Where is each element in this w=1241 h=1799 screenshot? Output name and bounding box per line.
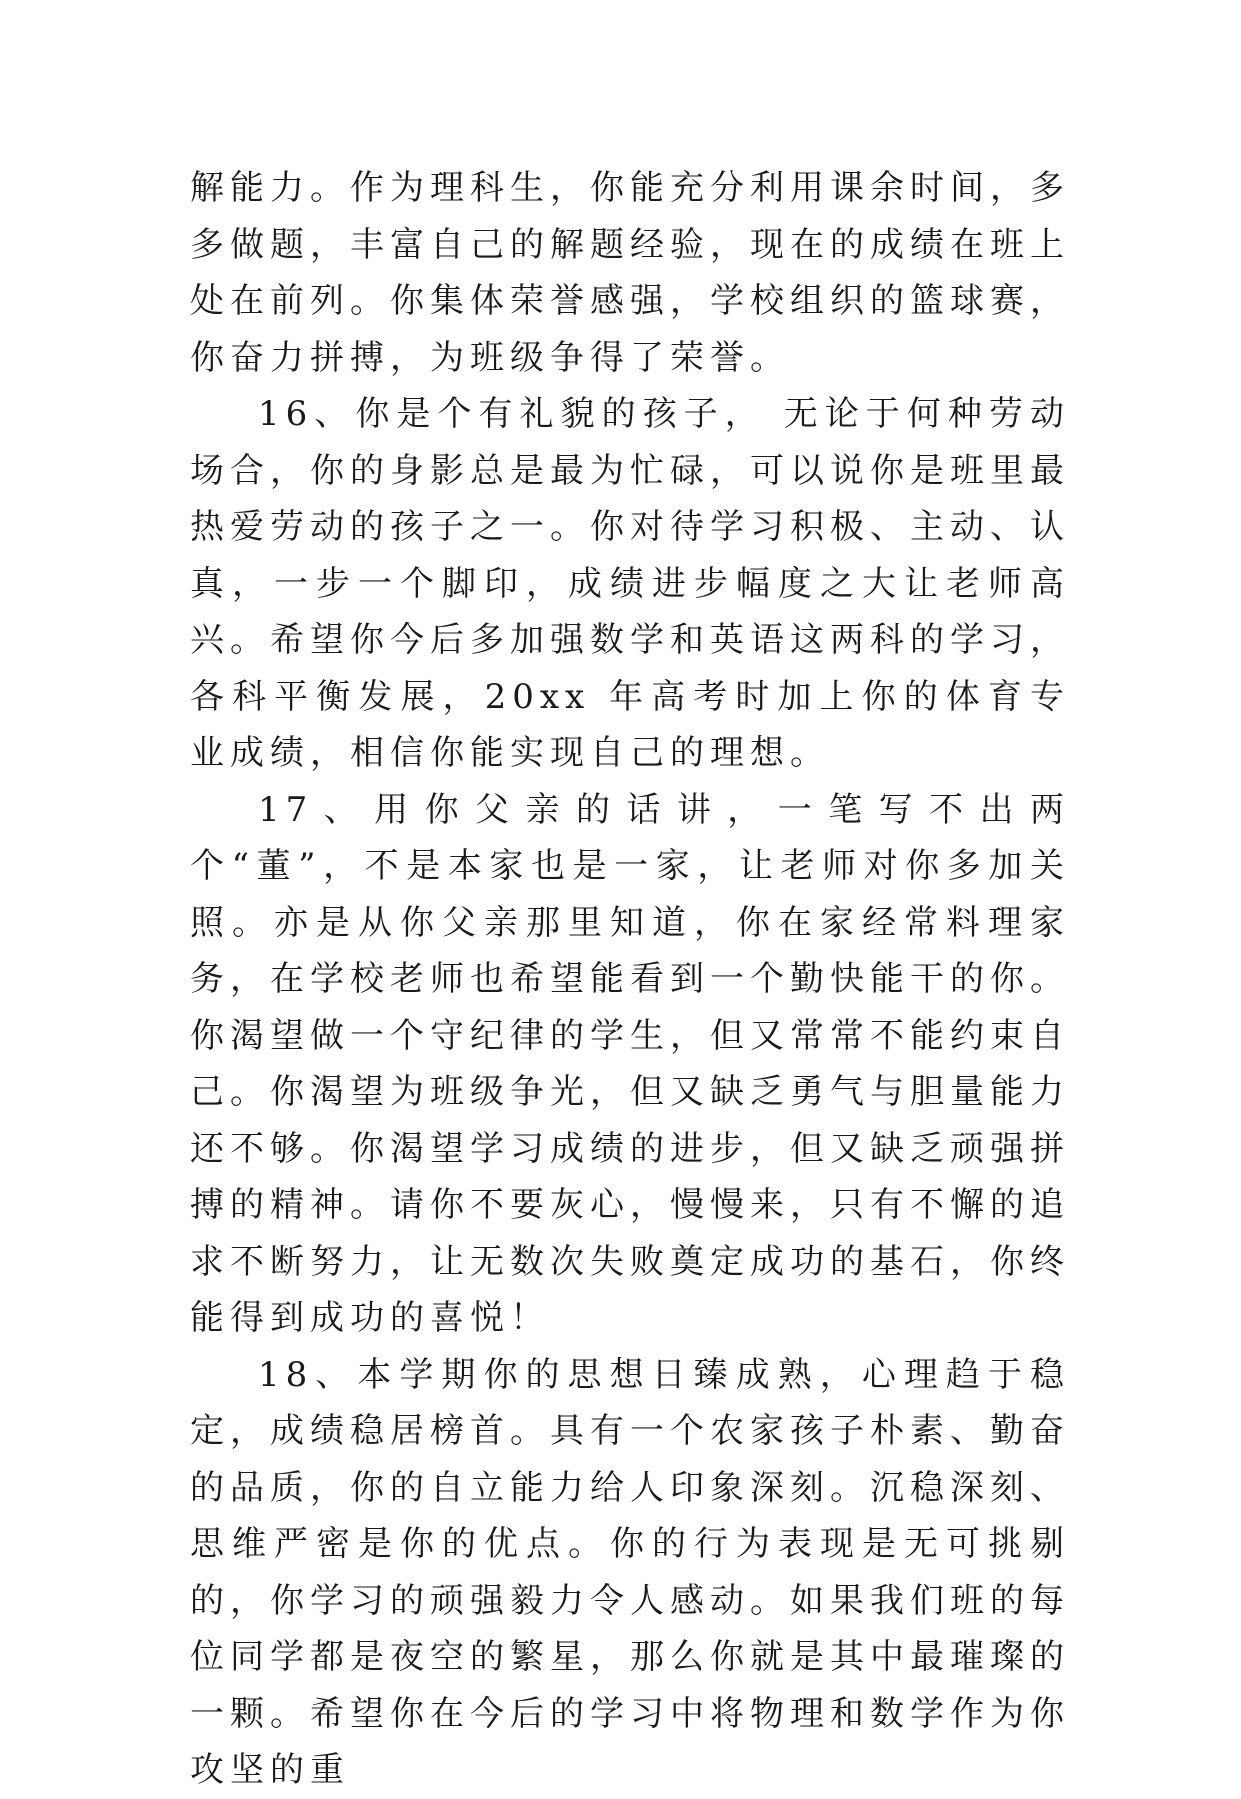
paragraph-comment-16: 16、你是个有礼貌的孩子， 无论于何种劳动场合，你的身影总是最为忙碌，可以说你是班里最热爱劳动的孩子之一。你对待学习积极、主动、认真，一步一个脚印，成绩进步幅度之大让老师高兴。希望你今后多加强数学和英语这两科的学习，各科平衡发展，20xx 年高考时加上你的体育专业成绩，相信你能实现自己的理想。 (190, 394, 1070, 773)
paragraph-continued: 解能力。作为理科生，你能充分利用课余时间，多多做题，丰富自己的解题经验，现在的成绩在班上处在前列。你集体荣誉感强，学校组织的篮球赛，你奋力拼搏，为班级争得了荣誉。 (190, 168, 1070, 378)
paragraph-comment-18: 18、本学期你的思想日臻成熟，心理趋于稳定，成绩稳居榜首。具有一个农家孩子朴素、勤奋的品质，你的自立能力给人印象深刻。沉稳深刻、思维严密是你的优点。你的行为表现是无可挑剔的，你学习的顽强毅力令人感动。如果我们班的每位同学都是夜空的繁星，那么你就是其中最璀璨的一颗。希望你在今后的学习中将物理和数学作为你攻坚的重 (190, 1354, 1070, 1790)
document-body (190, 160, 1070, 1799)
paragraph-comment-17: 17、用你父亲的话讲，一笔写不出两个“董”，不是本家也是一家，让老师对你多加关照。亦是从你父亲那里知道，你在家经常料理家务，在学校老师也希望能看到一个勤快能干的你。你渴望做一个守纪律的学生，但又常常不能约束自己。你渴望为班级争光，但又缺乏勇气与胆量能力还不够。你渴望学习成绩的进步，但又缺乏顽强拼搏的精神。请你不要灰心，慢慢来，只有不懈的追求不断努力，让无数次失败奠定成功的基石，你终能得到成功的喜悦！ (190, 789, 1070, 1338)
